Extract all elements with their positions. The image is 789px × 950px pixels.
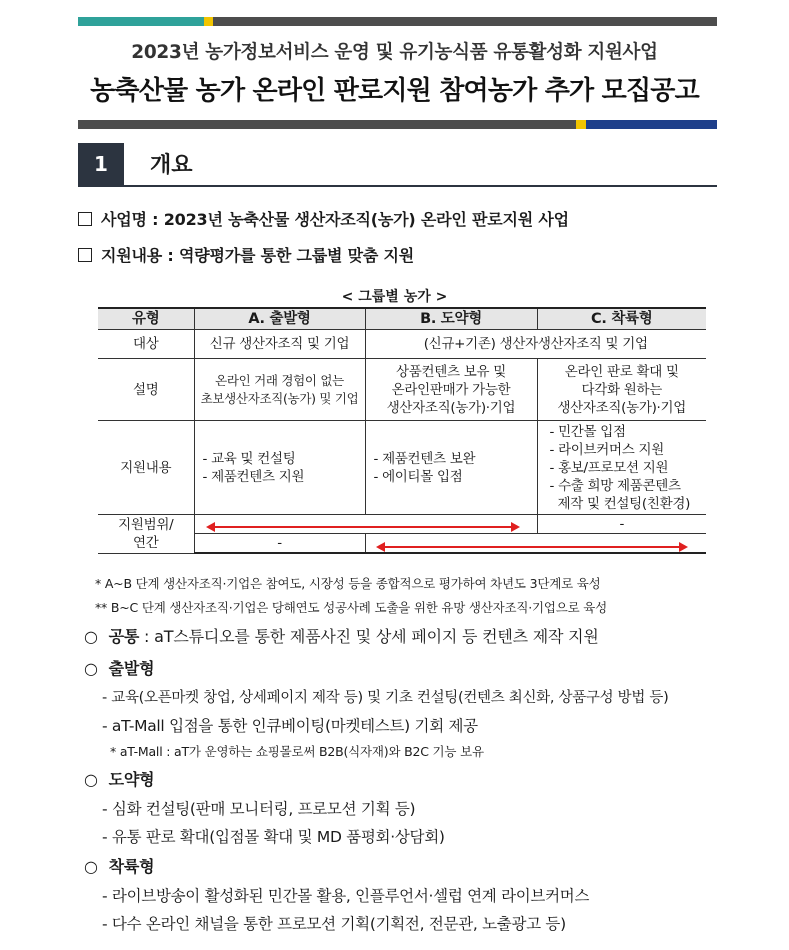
col-header-type: 유형 [98,308,194,330]
table-row-support [98,421,706,515]
top-bar-yellow [204,17,213,26]
common-item: ○ 공통 : aT스튜디오를 통한 제품사진 및 상세 페이지 등 컨텐츠 제작 지원 [84,627,599,646]
top-bar-gray [213,17,717,26]
top-bar-teal [78,17,204,26]
circle-bullet-icon: ○ [84,627,98,646]
circle-bullet-icon: ○ [84,857,98,876]
doc-subtitle: 2023년 농가정보서비스 운영 및 유기농식품 유통활성화 지원사업 [131,42,658,63]
checkbox-icon [78,212,92,226]
arrowhead-right-icon [679,542,688,552]
cell-support-c: - 민간몰 입점 - 라이브커머스 지원 - 홍보/프로모션 지원 - 수출 희망 제품콘텐츠 제작 및 컨설팅(친환경) [537,421,706,515]
group-item: - aT-Mall 입점을 통한 인큐베이팅(마켓테스트) 기회 제공 [102,717,478,735]
col-header-b: B. 도약형 [365,308,537,330]
table-row-scope-top [98,515,706,534]
table-note: ** B~C 단계 생산자조직·기업은 당해연도 성공사례 도출을 위한 유망 생산자조직·기업으로 육성 [95,600,608,615]
row-label: 지원범위/ 연간 [98,515,194,554]
col-header-a: A. 출발형 [194,308,365,330]
arrowhead-right-icon [511,522,520,532]
circle-bullet-icon: ○ [84,770,98,789]
group-heading-land: ○ 착륙형 [84,857,155,876]
table-row-desc [98,359,706,421]
table-row-target [98,330,706,359]
cell-desc-b: 상품컨텐츠 보유 및 온라인판매가 가능한 생산자조직(농가)·기업 [365,359,537,421]
range-arrow-a-to-b [208,526,518,528]
range-arrow-b-to-c [378,546,686,548]
cell-target-a: 신규 생산자조직 및 기업 [194,330,365,359]
cell-support-b: - 제품컨텐츠 보완 - 에이티몰 입점 [365,421,537,515]
row-label: 설명 [98,359,194,421]
group-item: - 교육(오픈마켓 창업, 상세페이지 제작 등) 및 기초 컨설팅(컨텐츠 최신화, 상품구성 방법 등) [102,690,669,706]
group-item: - 다수 온라인 채널을 통한 프로모션 기획(기획전, 전문관, 노출광고 등) [102,915,566,933]
arrowhead-left-icon [206,522,215,532]
checklist-item: 지원내용 : 역량평가를 통한 그룹별 맞춤 지원 [78,243,414,266]
col-header-c: C. 착륙형 [537,308,706,330]
table-caption: < 그룹별 농가 > [341,289,448,305]
cell-desc-c: 온라인 판로 확대 및 다각화 원하는 생산자조직(농가)·기업 [537,359,706,421]
arrowhead-left-icon [376,542,385,552]
cell-support-a: - 교육 및 컨설팅 - 제품컨텐츠 지원 [194,421,365,515]
title-bar-navy [586,120,717,129]
group-heading-start: ○ 출발형 [84,659,155,678]
row-label: 지원내용 [98,421,194,515]
group-item: - 라이브방송이 활성화된 민간몰 활용, 인플루언서·셀럽 연계 라이브커머스 [102,887,590,905]
group-item: - 심화 컨설팅(판매 모니터링, 프로모션 기획 등) [102,800,416,818]
table-note: * A~B 단계 생산자조직·기업은 참여도, 시장성 등을 종합적으로 평가하여 차년도 3단계로 육성 [95,576,601,591]
cell-desc-a: 온라인 거래 경험이 없는 초보생산자조직(농가) 및 기업 [194,359,365,421]
doc-title: 농축산물 농가 온라인 판로지원 참여농가 추가 모집공고 [90,76,699,106]
table-header-row [98,308,706,330]
section-underline [78,185,717,187]
group-item: - 유통 판로 확대(입점몰 확대 및 MD 품평회·상담회) [102,828,445,846]
checklist-item: 사업명 : 2023년 농축산물 생산자조직(농가) 온라인 판로지원 사업 [78,207,569,230]
group-note: * aT-Mall : aT가 운영하는 쇼핑몰로써 B2B(식자재)와 B2C 기능 보유 [110,744,484,759]
cell-scope-ab-arrow [194,515,537,534]
checkbox-icon [78,248,92,262]
row-label: 대상 [98,330,194,359]
cell-scope-bc-arrow [365,534,706,554]
circle-bullet-icon: ○ [84,659,98,678]
title-bar-gray [78,120,576,129]
cell-scope-a-bottom: - [194,534,365,554]
title-bar-yellow [576,120,586,129]
section-title: 개요 [150,153,193,178]
group-table [98,307,706,554]
group-heading-leap: ○ 도약형 [84,770,155,789]
section-number: 1 [78,143,124,185]
cell-target-bc: (신규+기존) 생산자생산자조직 및 기업 [365,330,706,359]
cell-scope-c-top: - [537,515,706,534]
